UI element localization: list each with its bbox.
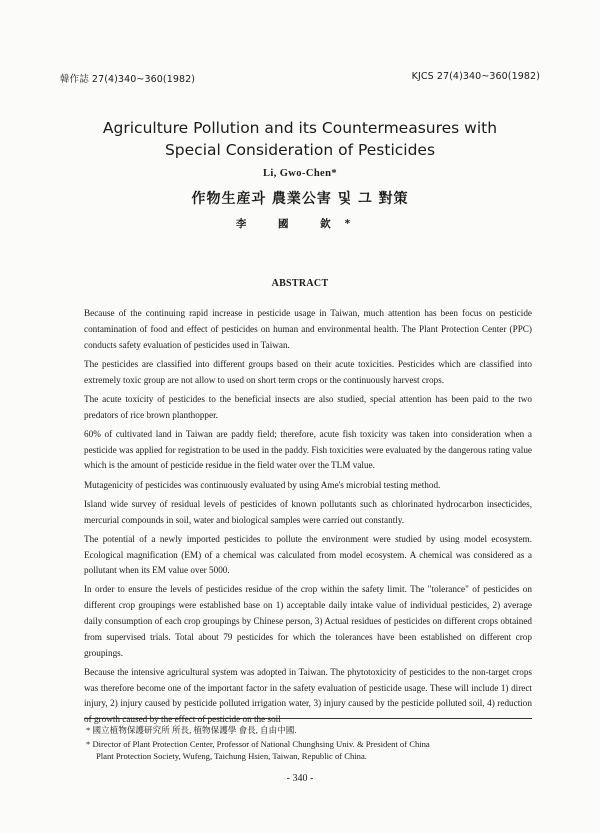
title-line-1: Agriculture Pollution and its Countermeasures with <box>102 119 498 137</box>
korean-title: 作物生産과 農業公害 및 그 對策 <box>191 191 409 207</box>
abstract-paragraph-9: Because the intensive agricultural system was adopted in Taiwan. The phytotoxicity of pesticides to the non-target crops was therefore become one of the important factor in the safety evaluation of pesticide usage. These will include 1) direct injury, 2) injury caused by pesticide polluted irrigation water, 3) injury caused by the pesticide polluted soil, 4) reduction of growth caused by the effect of pesticide on the soil <box>84 666 532 725</box>
abstract-paragraph-6: Island wide survey of residual levels of pesticides of known pollutants such as chlorinated hydrocarbon insecticides, mercurial compounds in soil, water and biological samples were carried out constantly. <box>84 498 532 525</box>
footnote-english-line-1: * Director of Plant Protection Center, Professor of National Chunghsing Univ. & President of China <box>86 739 430 749</box>
title-line-2: Special Consideration of Pesticides <box>164 141 436 159</box>
footnote-english-line-2: Plant Protection Society, Wufeng, Taichung Hsien, Taiwan, Republic of China. <box>96 751 367 761</box>
abstract-paragraph-5: Mutagenicity of pesticides was continuously evaluated by using Ame's microbial testing method. <box>84 479 441 490</box>
abstract-paragraph-7: The potential of a newly imported pesticides to pollute the environment were studied by using model ecosystem. Ecological magnification (EM) of a chemical was calculated from model ecosystem. A chemical was considered as a pollutant when its EM value over 5000. <box>84 533 532 576</box>
footnote-korean: * 國立植物保護研究所 所長, 植物保護學 會長, 自由中國. <box>86 725 297 735</box>
journal-header-right: KJCS 27(4)340~360(1982) <box>411 71 540 82</box>
abstract-paragraph-8: In order to ensure the levels of pesticides residue of the crop within the safety limit. The "tolerance" of pesticides on different crop groupings were established base on 1) acceptable daily intake value of individual pesticides, 2) average daily consumption of each crop groupings by Chinese person, 3) Actual residues of pesticides on different crops obtained from supervised trials. Total about 79 pesticides for which the tolerances have been established on different crop groupings. <box>84 584 532 658</box>
page-number: - 340 - <box>286 773 314 784</box>
abstract-paragraph-2: The pesticides are classified into different groups based on their acute toxicities. Pesticides which are classified into extremely toxic group are not allow to used on short term crops or the continuously harvest crops. <box>84 358 532 385</box>
journal-header-left: 韓作誌 27(4)340~360(1982) <box>60 74 196 85</box>
abstract-paragraph-3: The acute toxicity of pesticides to the beneficial insects are also studied, special attention has been paid to the two predators of rice brown planthopper. <box>84 393 532 420</box>
footnote-english <box>86 738 526 762</box>
abstract-paragraph-1: Because of the continuing rapid increase in pesticide usage in Taiwan, much attention has been focus on pesticide contamination of food and effect of pesticides on human and environmental health. The Plant Protection Center (PPC) conducts safety evaluation of pesticides used in Taiwan. <box>84 308 532 350</box>
abstract-heading: ABSTRACT <box>271 278 329 289</box>
author-name: Li, Gwo-Chen* <box>262 168 338 179</box>
abstract-paragraph-4: 60% of cultivated land in Taiwan are paddy field; therefore, acute fish toxicity was taken into consideration when a pesticide was applied for registration to be used in the paddy. Fish toxicities were evaluated by the dangerous rating value which is the amount of pesticide residue in the field water over the TLM value. <box>84 428 532 471</box>
footnote-divider <box>84 718 532 719</box>
abstract-body <box>84 306 532 731</box>
korean-author: 李 國 欽* <box>235 218 365 230</box>
